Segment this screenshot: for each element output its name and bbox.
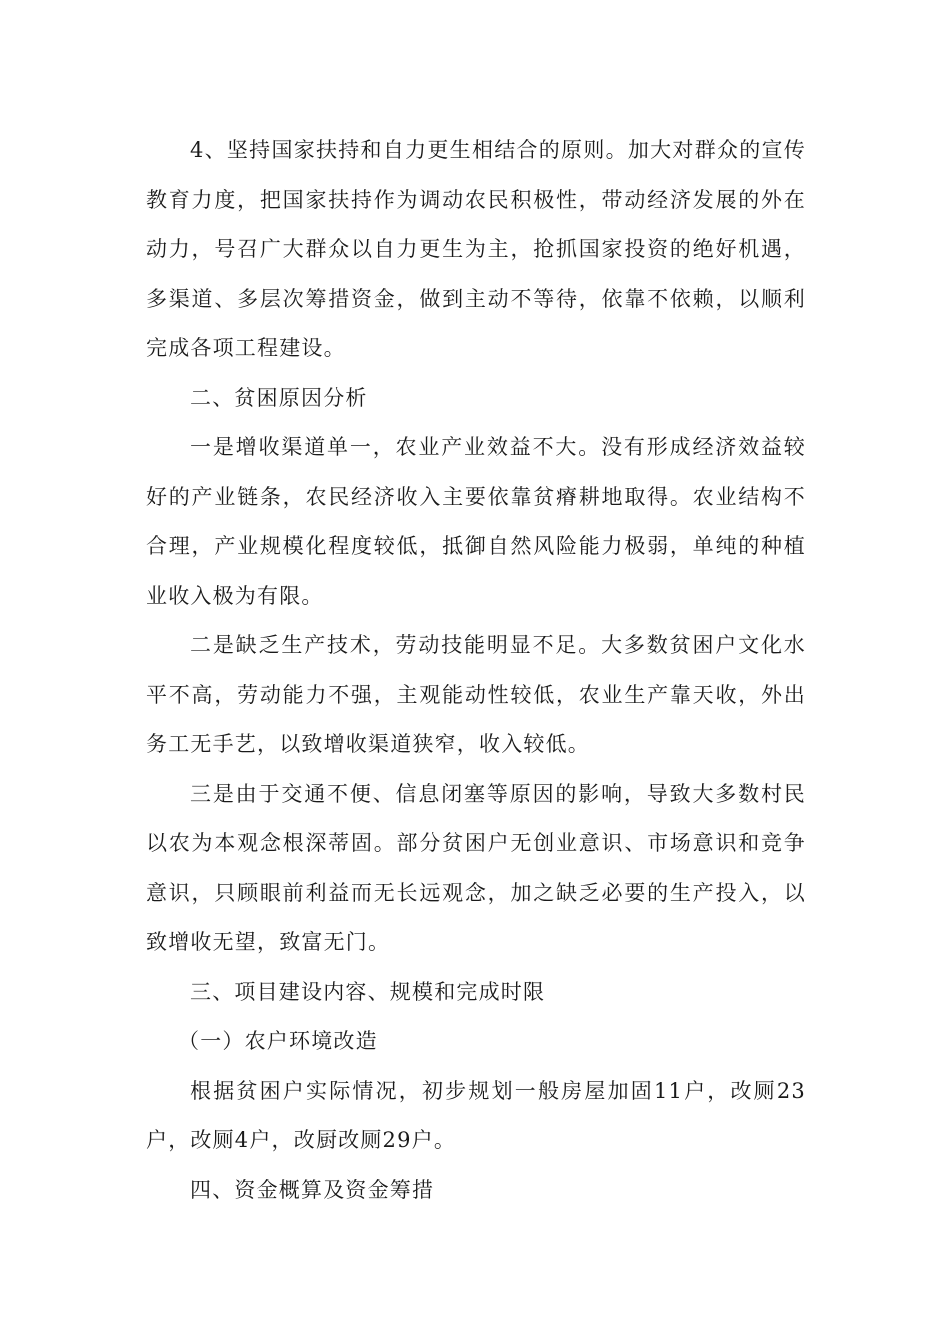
paragraph-cause-3: 三是由于交通不便、信息闭塞等原因的影响，导致大多数村民以农为本观念根深蒂固。部分贫困户无创业意识、市场意识和竞争意识，只顾眼前利益而无长远观念，加之缺乏必要的生产投入，以致增收无望，致富无门。	[146, 781, 806, 954]
section-heading-project-content: 三、项目建设内容、规模和完成时限	[190, 979, 546, 1004]
document-body	[146, 126, 806, 1215]
paragraph-principle-4: 4、坚持国家扶持和自力更生相结合的原则。加大对群众的宣传教育力度，把国家扶持作为调动农民积极性，带动经济发展的外在动力，号召广大群众以自力更生为主，抢抓国家投资的绝好机遇，多渠道、多层次筹措资金，做到主动不等待，依靠不依赖，以顺利完成各项工程建设。	[146, 138, 806, 360]
paragraph-renovation-plan: 根据贫困户实际情况，初步规划一般房屋加固11户，改厕23户，改厕4户，改厨改厕29户。	[146, 1078, 806, 1152]
section-heading-funding: 四、资金概算及资金筹措	[190, 1177, 435, 1202]
paragraph-cause-1: 一是增收渠道单一，农业产业效益不大。没有形成经济效益较好的产业链条，农民经济收入主要依靠贫瘠耕地取得。农业结构不合理，产业规模化程度较低，抵御自然风险能力极弱，单纯的种植业收入极为有限。	[146, 435, 806, 608]
paragraph-cause-2: 二是缺乏生产技术，劳动技能明显不足。大多数贫困户文化水平不高，劳动能力不强，主观能动性较低，农业生产靠天收，外出务工无手艺，以致增收渠道狭窄，收入较低。	[146, 633, 806, 756]
section-heading-poverty-causes: 二、贫困原因分析	[190, 385, 368, 410]
subsection-heading-household-renovation: （一）农户环境改造	[178, 1029, 378, 1053]
